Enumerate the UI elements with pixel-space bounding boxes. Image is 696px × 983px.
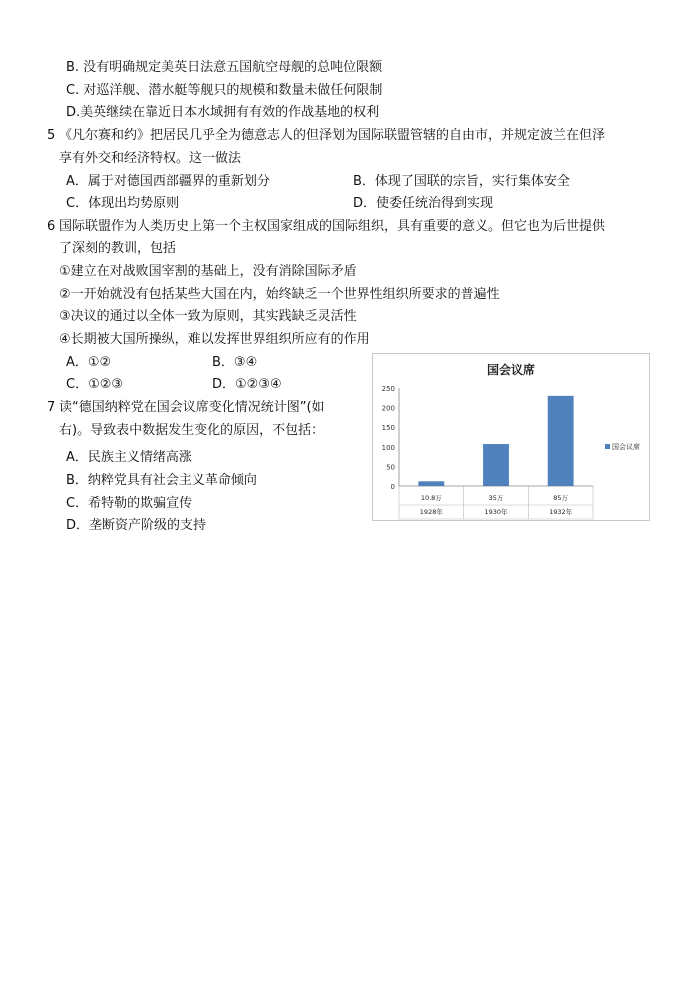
chart-canvas (373, 354, 649, 520)
q6-option-d: D．①②③④ (212, 377, 282, 392)
bar (548, 396, 574, 486)
q7-option-d: D．垄断资产阶级的支持 (66, 518, 207, 533)
q6-option-c: C．①②③ (66, 377, 124, 392)
x-category-label: 85万 (553, 494, 569, 502)
y-tick-label: 50 (386, 463, 395, 472)
q4-option-c: C. 对巡洋舰、潜水艇等舰只的规模和数量未做任何限制 (66, 83, 383, 98)
q4-option-b: B. 没有明确规定美英日法意五国航空母舰的总吨位限额 (66, 60, 383, 75)
legend-label: 国会议席 (612, 443, 640, 451)
chart-title: 国会议席 (486, 363, 536, 377)
q5-number: 5 (47, 128, 56, 143)
q5-option-b: B．体现了国联的宗旨，实行集体安全 (353, 174, 570, 189)
q6-item-2: ②一开始就没有包括某些大国在内，始终缺乏一个世界性组织所要求的普遍性 (59, 287, 500, 302)
y-tick-label: 100 (381, 443, 395, 452)
x-year-label: 1928年 (419, 508, 443, 516)
y-tick-label: 200 (381, 404, 395, 413)
seats-chart (372, 353, 650, 521)
q6-stem-line-1: 国际联盟作为人类历史上第一个主权国家组成的国际组织，具有重要的意义。但它也为后世提供 (59, 219, 606, 234)
x-year-label: 1930年 (484, 508, 508, 516)
q7-option-b: B．纳粹党具有社会主义革命倾向 (66, 473, 257, 488)
q6-option-a: A．①② (66, 355, 112, 370)
q6-number: 6 (47, 219, 56, 234)
q5-option-c: C．体现出均势原则 (66, 196, 180, 211)
q5-stem-line-2: 享有外交和经济特权。这一做法 (59, 151, 242, 166)
x-year-label: 1932年 (549, 508, 573, 516)
q6-option-b: B．③④ (212, 355, 258, 370)
x-category-label: 35万 (488, 494, 504, 502)
q5-option-d: D．使委任统治得到实现 (353, 196, 494, 211)
q6-item-1: ①建立在对战败国宰割的基础上，没有消除国际矛盾 (59, 264, 357, 279)
q5-option-a: A．属于对德国西部疆界的重新划分 (66, 174, 270, 189)
q7-number: 7 (47, 400, 56, 415)
bar (418, 481, 444, 486)
y-tick-label: 150 (381, 424, 395, 433)
q6-stem-line-2: 了深刻的教训，包括 (59, 241, 177, 256)
x-category-label: 10.8万 (420, 494, 442, 502)
q7-stem-line-2: 右)。导致表中数据发生变化的原因，不包括： (59, 423, 325, 438)
legend-swatch (605, 444, 610, 449)
q6-item-4: ④长期被大国所操纵，难以发挥世界组织所应有的作用 (59, 332, 370, 347)
q7-option-c: C．希特勒的欺骗宣传 (66, 496, 193, 511)
y-tick-label: 250 (381, 385, 395, 393)
q4-option-d: D.美英继续在靠近日本水域拥有有效的作战基地的权利 (66, 105, 380, 120)
y-tick-label: 0 (390, 483, 395, 491)
q6-item-3: ③决议的通过以全体一致为原则，其实践缺乏灵活性 (59, 309, 357, 324)
bar (483, 444, 509, 486)
q7-stem-line-1: 读“德国纳粹党在国会议席变化情况统计图”(如 (59, 400, 325, 415)
q5-stem-line-1: 《凡尔赛和约》把居民几乎全为德意志人的但泽划为国际联盟管辖的自由市，并规定波兰在但泽 (59, 128, 606, 143)
q7-option-a: A．民族主义情绪高涨 (66, 450, 192, 465)
